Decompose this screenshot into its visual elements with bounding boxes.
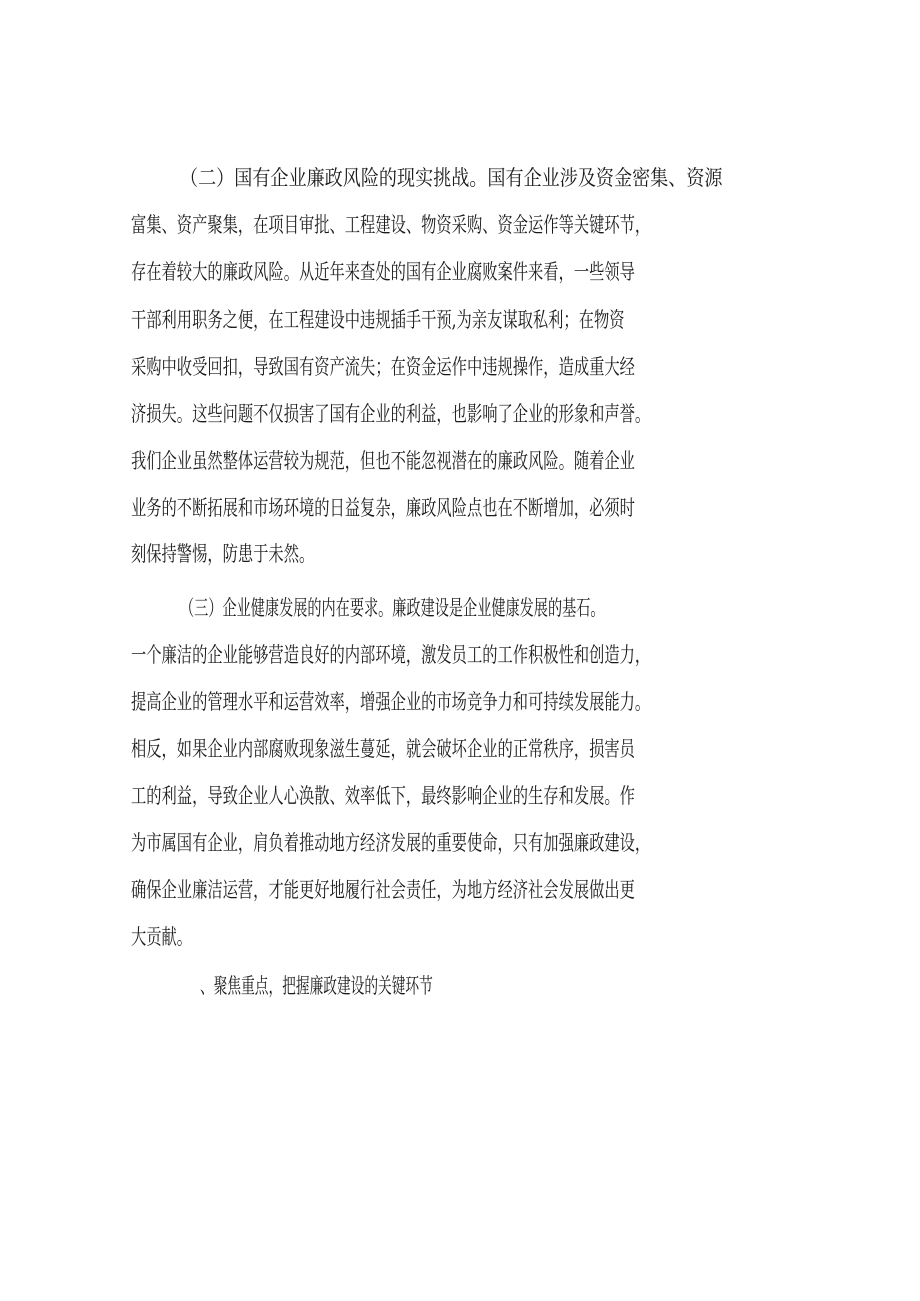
paragraph-3-line-8: 大贡献。: [131, 925, 193, 949]
paragraph-3-line-4: 相反，如果企业内部腐败现象滋生蔓延，就会破坏企业的正常秩序，损害员: [131, 737, 635, 761]
paragraph-2-line-2: 富集、资产聚集，在项目审批、工程建设、物资采购、资金运作等关键环节，: [131, 213, 651, 237]
paragraph-2-line-7: 我们企业虽然整体运营较为规范，但也不能忽视潜在的廉政风险。随着企业: [131, 449, 635, 473]
paragraph-3-line-1: （三）企业健康发展的内在要求。廉政建设是企业健康发展的基石。: [180, 596, 605, 620]
paragraph-2-line-8: 业务的不断拓展和市场环境的日益复杂，廉政风险点也在不断增加，必须时: [131, 496, 635, 520]
paragraph-2-line-3: 存在着较大的廉政风险。从近年来查处的国有企业腐败案件来看，一些领导: [131, 260, 635, 284]
paragraph-2-line-6: 济损失。这些问题不仅损害了国有企业的利益，也影响了企业的形象和声誉。: [131, 402, 651, 426]
paragraph-3-line-3: 提高企业的管理水平和运营效率，增强企业的市场竞争力和可持续发展能力。: [131, 690, 651, 714]
paragraph-3-line-5: 工的利益，导致企业人心涣散、效率低下，最终影响企业的生存和发展。作: [131, 784, 635, 808]
paragraph-3-line-6: 为市属国有企业，肩负着推动地方经济发展的重要使命，只有加强廉政建设，: [131, 831, 651, 855]
paragraph-2-line-4: 干部利用职务之便，在工程建设中违规插手干预,为亲友谋取私利；在物资: [131, 308, 625, 332]
paragraph-2-line-5: 采购中收受回扣，导致国有资产流失；在资金运作中违规操作，造成重大经: [131, 355, 635, 379]
paragraph-3-line-7: 确保企业廉洁运营，才能更好地履行社会责任，为地方经济社会发展做出更: [131, 878, 635, 902]
section-heading: 、聚焦重点，把握廉政建设的关键环节: [200, 974, 433, 998]
paragraph-2-line-1: （二）国有企业廉政风险的现实挑战。国有企业涉及资金密集、资源: [180, 166, 723, 190]
paragraph-2-line-9: 刻保持警惕，防患于未然。: [131, 542, 315, 566]
paragraph-3-line-2: 一个廉洁的企业能够营造良好的内部环境，激发员工的工作积极性和创造力，: [131, 643, 651, 667]
